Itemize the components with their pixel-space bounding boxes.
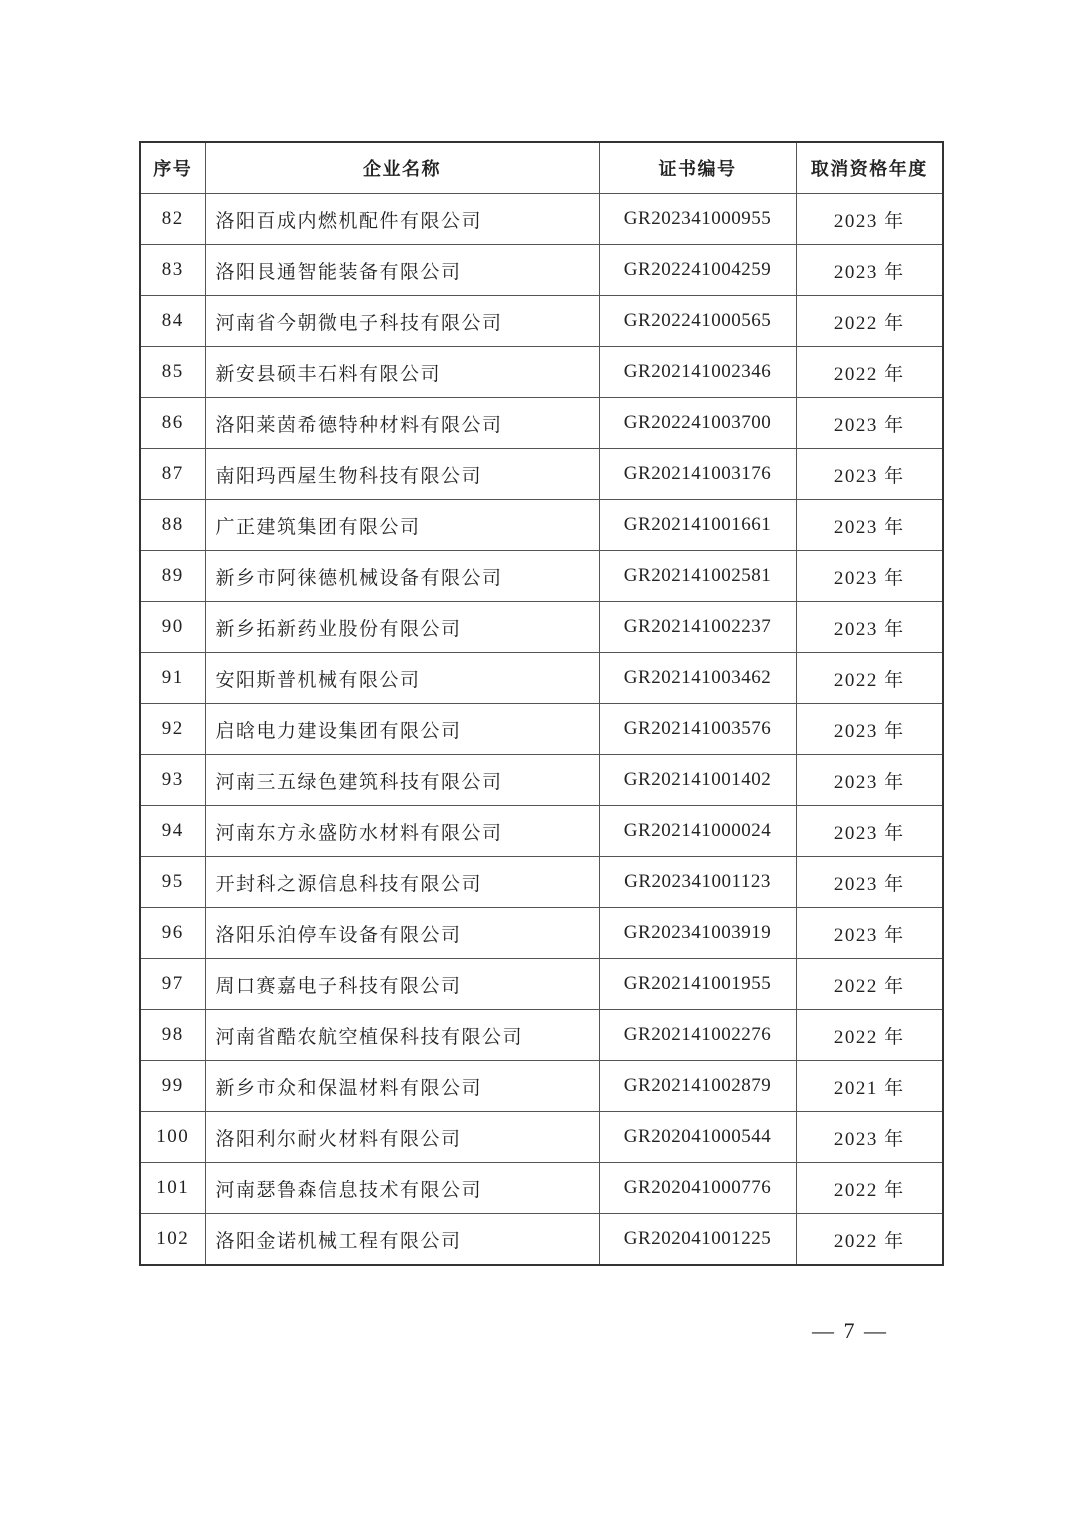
certificate-number-cell: GR202141001661: [599, 500, 796, 551]
revocation-year-cell: 2023 年: [796, 857, 943, 908]
table-row: [140, 347, 943, 398]
revocation-year-cell: 2023 年: [796, 500, 943, 551]
header-revocation-year: 取消资格年度: [796, 142, 943, 194]
table-row: [140, 296, 943, 347]
page-number: — 7 —: [812, 1318, 888, 1343]
revocation-year-cell: 2022 年: [796, 1163, 943, 1214]
certificate-number-cell: GR202341000955: [599, 194, 796, 245]
certificate-number-cell: GR202141001955: [599, 959, 796, 1010]
revocation-year-cell: 2023 年: [796, 806, 943, 857]
table-row: [140, 653, 943, 704]
revocation-year-cell: 2023 年: [796, 398, 943, 449]
revocation-year-cell: 2023 年: [796, 551, 943, 602]
company-name-cell: 南阳玛西屋生物科技有限公司: [205, 449, 599, 500]
certificate-number-cell: GR202141003576: [599, 704, 796, 755]
table-row: [140, 500, 943, 551]
serial-number-cell: 82: [140, 194, 205, 245]
certificate-number-cell: GR202341003919: [599, 908, 796, 959]
table-row: [140, 1163, 943, 1214]
revocation-year-cell: 2023 年: [796, 704, 943, 755]
table-row: [140, 194, 943, 245]
revocation-year-cell: 2022 年: [796, 959, 943, 1010]
revocation-year-cell: 2023 年: [796, 755, 943, 806]
revocation-year-cell: 2022 年: [796, 347, 943, 398]
revocation-year-cell: 2023 年: [796, 194, 943, 245]
revocation-year-cell: 2022 年: [796, 653, 943, 704]
certificate-number-cell: GR202141003176: [599, 449, 796, 500]
revocation-year-cell: 2021 年: [796, 1061, 943, 1112]
table-row: [140, 1112, 943, 1163]
revocation-year-cell: 2022 年: [796, 1214, 943, 1266]
table-row: [140, 959, 943, 1010]
revocation-year-cell: 2023 年: [796, 449, 943, 500]
certificate-number-cell: GR202241003700: [599, 398, 796, 449]
serial-number-cell: 101: [140, 1163, 205, 1214]
certificate-number-cell: GR202141003462: [599, 653, 796, 704]
certificate-number-cell: GR202041001225: [599, 1214, 796, 1266]
table-row: [140, 449, 943, 500]
certificate-number-cell: GR202041000544: [599, 1112, 796, 1163]
certificate-number-cell: GR202141002346: [599, 347, 796, 398]
table-body: [140, 194, 943, 1266]
company-name-cell: 新乡市阿徕德机械设备有限公司: [205, 551, 599, 602]
serial-number-cell: 91: [140, 653, 205, 704]
certificate-number-cell: GR202041000776: [599, 1163, 796, 1214]
serial-number-cell: 93: [140, 755, 205, 806]
table-header-row: [140, 142, 943, 194]
table-row: [140, 704, 943, 755]
serial-number-cell: 84: [140, 296, 205, 347]
serial-number-cell: 96: [140, 908, 205, 959]
revocation-year-cell: 2022 年: [796, 296, 943, 347]
company-name-cell: 洛阳艮通智能装备有限公司: [205, 245, 599, 296]
serial-number-cell: 92: [140, 704, 205, 755]
table-row: [140, 398, 943, 449]
serial-number-cell: 95: [140, 857, 205, 908]
company-name-cell: 河南东方永盛防水材料有限公司: [205, 806, 599, 857]
serial-number-cell: 89: [140, 551, 205, 602]
certificate-number-cell: GR202341001123: [599, 857, 796, 908]
serial-number-cell: 100: [140, 1112, 205, 1163]
certificate-number-cell: GR202141000024: [599, 806, 796, 857]
revocation-year-cell: 2023 年: [796, 908, 943, 959]
certificate-table: [139, 141, 944, 1266]
serial-number-cell: 97: [140, 959, 205, 1010]
company-name-cell: 洛阳利尔耐火材料有限公司: [205, 1112, 599, 1163]
table-row: [140, 1010, 943, 1061]
revocation-year-cell: 2023 年: [796, 602, 943, 653]
company-name-cell: 开封科之源信息科技有限公司: [205, 857, 599, 908]
company-name-cell: 启晗电力建设集团有限公司: [205, 704, 599, 755]
company-name-cell: 新乡市众和保温材料有限公司: [205, 1061, 599, 1112]
certificate-number-cell: GR202141002581: [599, 551, 796, 602]
revocation-year-cell: 2023 年: [796, 1112, 943, 1163]
company-name-cell: 河南三五绿色建筑科技有限公司: [205, 755, 599, 806]
table-row: [140, 551, 943, 602]
serial-number-cell: 83: [140, 245, 205, 296]
certificate-number-cell: GR202141002276: [599, 1010, 796, 1061]
serial-number-cell: 90: [140, 602, 205, 653]
serial-number-cell: 98: [140, 1010, 205, 1061]
serial-number-cell: 99: [140, 1061, 205, 1112]
revocation-year-cell: 2022 年: [796, 1010, 943, 1061]
table-row: [140, 857, 943, 908]
company-name-cell: 河南瑟鲁森信息技术有限公司: [205, 1163, 599, 1214]
company-name-cell: 周口赛嘉电子科技有限公司: [205, 959, 599, 1010]
serial-number-cell: 85: [140, 347, 205, 398]
header-serial-number: 序号: [140, 142, 205, 194]
header-certificate-number: 证书编号: [599, 142, 796, 194]
company-name-cell: 广正建筑集团有限公司: [205, 500, 599, 551]
serial-number-cell: 86: [140, 398, 205, 449]
table-row: [140, 245, 943, 296]
company-name-cell: 洛阳莱茵希德特种材料有限公司: [205, 398, 599, 449]
header-company-name: 企业名称: [205, 142, 599, 194]
company-name-cell: 河南省酷农航空植保科技有限公司: [205, 1010, 599, 1061]
company-name-cell: 洛阳百成内燃机配件有限公司: [205, 194, 599, 245]
certificate-number-cell: GR202241004259: [599, 245, 796, 296]
table-row: [140, 908, 943, 959]
certificate-number-cell: GR202141002237: [599, 602, 796, 653]
company-name-cell: 新乡拓新药业股份有限公司: [205, 602, 599, 653]
certificate-number-cell: GR202241000565: [599, 296, 796, 347]
company-name-cell: 新安县硕丰石料有限公司: [205, 347, 599, 398]
table-row: [140, 602, 943, 653]
table-row: [140, 806, 943, 857]
serial-number-cell: 88: [140, 500, 205, 551]
table-row: [140, 755, 943, 806]
certificate-number-cell: GR202141001402: [599, 755, 796, 806]
table-row: [140, 1061, 943, 1112]
serial-number-cell: 102: [140, 1214, 205, 1266]
company-name-cell: 洛阳乐泊停车设备有限公司: [205, 908, 599, 959]
certificate-number-cell: GR202141002879: [599, 1061, 796, 1112]
table-row: [140, 1214, 943, 1266]
serial-number-cell: 87: [140, 449, 205, 500]
company-name-cell: 河南省今朝微电子科技有限公司: [205, 296, 599, 347]
company-name-cell: 安阳斯普机械有限公司: [205, 653, 599, 704]
serial-number-cell: 94: [140, 806, 205, 857]
company-name-cell: 洛阳金诺机械工程有限公司: [205, 1214, 599, 1266]
revocation-year-cell: 2023 年: [796, 245, 943, 296]
